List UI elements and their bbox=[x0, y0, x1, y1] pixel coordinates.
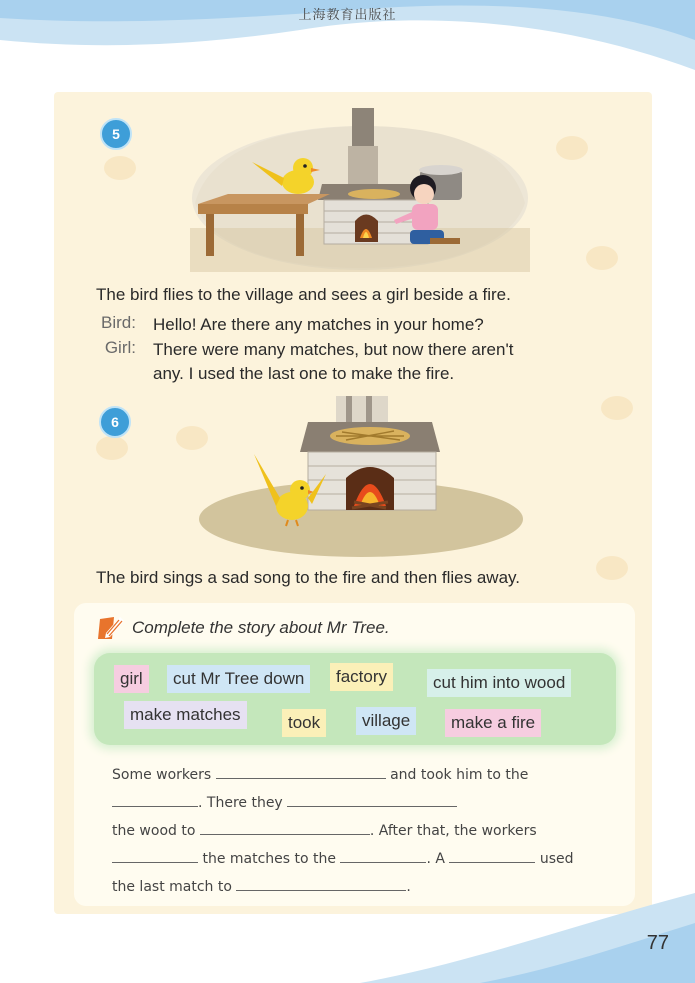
story-text: and took him to the bbox=[385, 767, 529, 783]
word-chip: make matches bbox=[124, 701, 247, 729]
dialogue-line: Hello! Are there any matches in your home? bbox=[153, 315, 484, 334]
answer-blank[interactable] bbox=[200, 820, 370, 835]
page-number: 77 bbox=[646, 932, 669, 954]
answer-blank[interactable] bbox=[112, 792, 198, 807]
decorative-bush-icon bbox=[102, 152, 138, 182]
story-line bbox=[112, 761, 592, 789]
story-text: . After that, the workers bbox=[369, 823, 537, 839]
story-text: . bbox=[406, 879, 411, 895]
decorative-bush-icon bbox=[594, 552, 630, 582]
speaker-label: Bird: bbox=[101, 313, 136, 332]
story-line bbox=[112, 845, 592, 873]
footer-band bbox=[0, 883, 695, 983]
word-chip: took bbox=[282, 709, 326, 737]
speaker-label: Girl: bbox=[104, 338, 136, 357]
answer-blank[interactable] bbox=[216, 764, 386, 779]
answer-blank[interactable] bbox=[287, 792, 457, 807]
story-text: used bbox=[535, 851, 574, 867]
decorative-bush-icon bbox=[584, 242, 620, 272]
word-chip: girl bbox=[114, 665, 149, 693]
story-text: the last match to bbox=[112, 879, 237, 895]
step-number-badge: 6 bbox=[99, 406, 131, 438]
story-fill-in bbox=[112, 761, 592, 901]
exercise-box bbox=[74, 603, 635, 906]
pencil-icon bbox=[98, 615, 126, 641]
story-text: . There they bbox=[198, 795, 288, 811]
story-line bbox=[112, 789, 592, 817]
story-text: . A bbox=[426, 851, 450, 867]
decorative-bush-icon bbox=[554, 132, 590, 162]
word-chip: cut Mr Tree down bbox=[167, 665, 310, 693]
decorative-bush-icon bbox=[599, 392, 635, 422]
word-chip: factory bbox=[330, 663, 393, 691]
bird-by-stove-illustration bbox=[196, 394, 526, 560]
dialogue-line: There were many matches, but now there aren't bbox=[153, 340, 514, 359]
word-chip: village bbox=[356, 707, 416, 735]
story-text: the wood to bbox=[112, 823, 200, 839]
answer-blank[interactable] bbox=[449, 848, 535, 863]
scene-6-narration: The bird sings a sad song to the fire and then flies away. bbox=[96, 568, 520, 587]
story-text: the matches to the bbox=[198, 851, 341, 867]
step-number-badge: 5 bbox=[100, 118, 132, 150]
word-bank bbox=[94, 653, 616, 745]
publisher-name: 上海教育出版社 bbox=[298, 8, 397, 23]
girl-by-stove-illustration bbox=[190, 108, 530, 272]
story-text: Some workers bbox=[112, 767, 216, 783]
word-chip: make a fire bbox=[445, 709, 541, 737]
answer-blank[interactable] bbox=[112, 848, 198, 863]
story-line bbox=[112, 817, 592, 845]
answer-blank[interactable] bbox=[340, 848, 426, 863]
dialogue-line: any. I used the last one to make the fire. bbox=[153, 364, 455, 383]
scene-5-narration: The bird flies to the village and sees a girl beside a fire. bbox=[96, 285, 511, 304]
word-chip: cut him into wood bbox=[427, 669, 571, 697]
exercise-title: Complete the story about Mr Tree. bbox=[132, 618, 390, 637]
